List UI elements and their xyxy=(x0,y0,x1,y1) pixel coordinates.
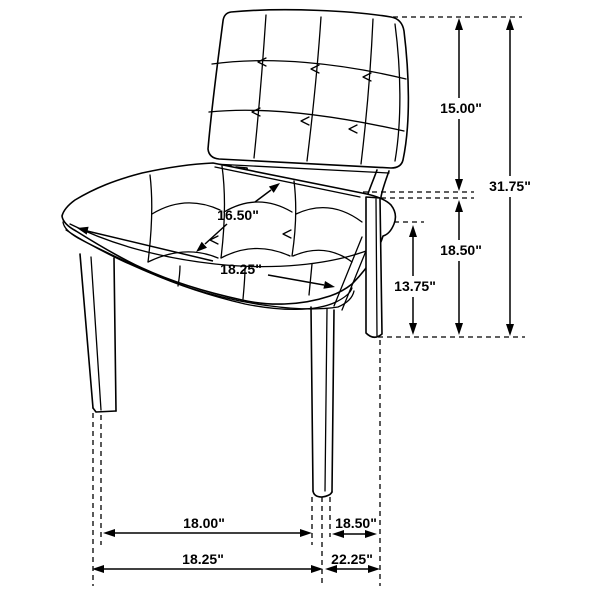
back-height-label: 15.00" xyxy=(440,100,482,116)
dim-apron-height xyxy=(394,225,436,335)
dim-side-leg-span xyxy=(332,515,377,538)
arrow-right-icon xyxy=(311,565,323,573)
arrow-up-icon xyxy=(455,18,463,30)
side-leg-span-label: 18.50" xyxy=(335,515,377,531)
dim-back-height xyxy=(440,18,482,191)
dim-overall-height xyxy=(489,18,531,336)
front-right-leg xyxy=(311,307,334,497)
apron-height-label: 13.75" xyxy=(394,278,436,294)
front-right-leg-foot xyxy=(313,491,332,497)
arrow-down-icon xyxy=(409,323,417,335)
base-depth-label: 22.25" xyxy=(331,551,373,567)
front-right-leg-outer xyxy=(311,307,313,491)
arrow-left-icon xyxy=(103,529,115,537)
arrow-up-icon xyxy=(455,200,463,212)
arrow-left-icon xyxy=(92,565,104,573)
seat-depth-label: 16.50" xyxy=(217,207,259,223)
arrow-down-icon xyxy=(455,179,463,191)
arrow-up-icon xyxy=(409,225,417,237)
front-left-leg-crease xyxy=(91,257,101,410)
arrow-down-icon xyxy=(506,324,514,336)
back-support-right xyxy=(381,171,389,197)
seat-height-label: 18.50" xyxy=(440,242,482,258)
back-right-leg xyxy=(366,197,382,337)
dim-seat-height xyxy=(440,200,482,335)
backrest-outline xyxy=(208,10,408,168)
front-left-leg-inner xyxy=(114,258,116,411)
front-right-leg-inner xyxy=(332,310,334,492)
back-support-left xyxy=(367,170,377,197)
seat-outline xyxy=(62,163,395,304)
arrow-right-icon xyxy=(300,529,312,537)
arrow-down-icon xyxy=(455,323,463,335)
front-left-leg-foot xyxy=(93,408,116,412)
arrow-left-icon xyxy=(332,530,344,538)
seat-width-label: 18.25" xyxy=(220,261,262,277)
overall-height-label: 31.75" xyxy=(489,178,531,194)
dim-front-leg-span xyxy=(103,515,312,537)
arrow-right-icon xyxy=(365,530,377,538)
chair xyxy=(62,10,408,497)
back-leg-outline xyxy=(366,197,382,337)
front-right-leg-crease xyxy=(325,309,327,491)
arrow-up-icon xyxy=(506,18,514,30)
front-leg-span-label: 18.00" xyxy=(183,515,225,531)
dim-base-width xyxy=(92,551,323,573)
front-left-leg xyxy=(80,254,116,412)
dim-base-depth xyxy=(325,551,380,573)
base-width-label: 18.25" xyxy=(182,551,224,567)
front-left-leg-outer xyxy=(80,254,93,408)
